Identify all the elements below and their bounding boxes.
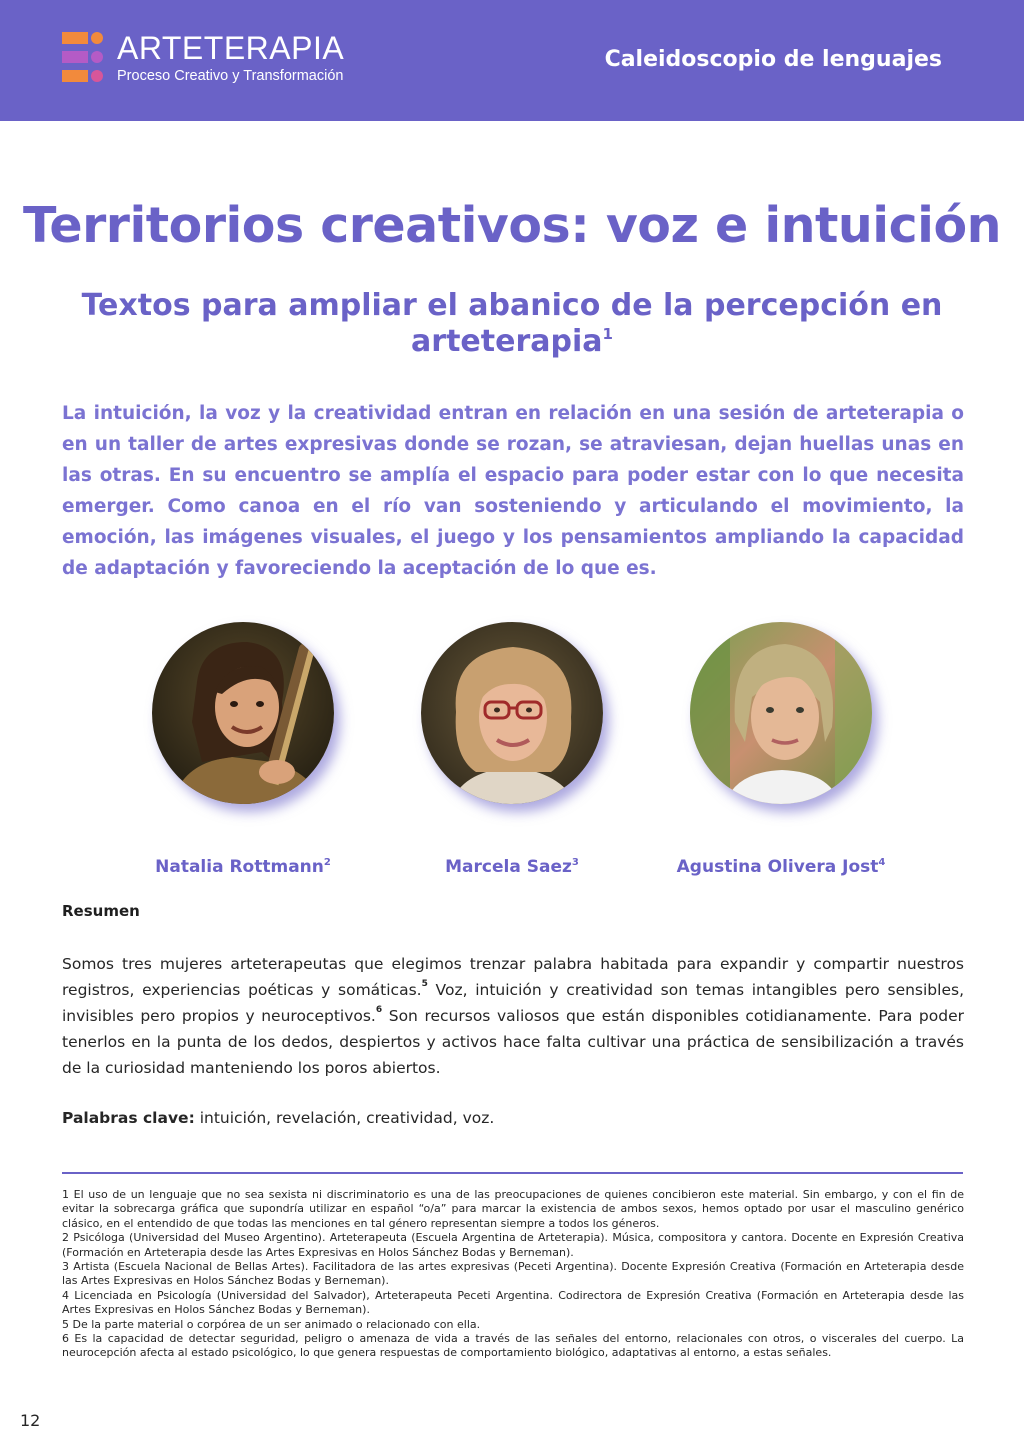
footnote-4: 4 Licenciada en Psicología (Universidad del Salvador), Arteterapeuta Peceti Argentina. Codirectora de Expresión Creativa (Formación en Arteterapia desde las Artes Expresivas en Holos Sánchez Bodas y Berneman). — [62, 1288, 964, 1317]
article-subtitle — [80, 288, 944, 360]
section-title: Caleidoscopio de lenguajes — [604, 47, 942, 72]
footnote-6: 6 Es la capacidad de detectar seguridad, peligro o amenaza de vida a través de las señales del entorno, relacionales con otros, o viscerales del cuerpo. La neurocepción afecta al estado psicológico, lo que genera respuestas de comportamiento biológico, adaptativas al entorno, a estas señales. — [62, 1332, 964, 1360]
footnote-2: 2 Psicóloga (Universidad del Museo Argentino). Arteterapeuta (Escuela Argentina de Arteterapia). Música, compositora y cantora. Docente en Expresión Creativa (Formación en Arteterapia desde las Artes Expresivas en Holos Sánchez Bodas y Berneman). — [62, 1231, 964, 1259]
footnote-divider — [62, 1172, 963, 1174]
page-number: 12 — [20, 1411, 41, 1430]
footnote-ref-1: 1 — [602, 325, 613, 343]
footnote-5: 5 De la parte material o corpórea de un ser animado o relacionado con ella. — [62, 1317, 481, 1331]
author-name-text: Marcela Saez — [445, 857, 572, 877]
author-photo-natalia — [152, 622, 334, 804]
article-title: Territorios creativos: voz e intuición — [22, 197, 1001, 254]
author-name-natalia — [113, 856, 373, 878]
footnote-1: 1 El uso de un lenguaje que no sea sexista ni discriminatorio es una de las preocupaciones de quienes concibieron este material. Sin embargo, y con el fin de evitar la sobrecarga gráfica que supondría utilizar en español “o/a” para marcar la existencia de ambos sexos, hemos optado por usar el masculino genérico clásico, en el entendido de que todas las menciones en tal género representan siempre a todos los géneros. — [62, 1188, 964, 1230]
author-name-marcela — [382, 856, 642, 878]
page-header — [0, 0, 1024, 121]
keywords — [62, 1106, 964, 1130]
logo-subtitle: Proceso Creativo y Transformación — [117, 68, 344, 84]
footnote-ref-2: 2 — [323, 857, 331, 868]
abstract-text: Son recursos valiosos que están disponibles cotidianamente. Para poder tenerlos en la punta de los dedos, despiertos y activos hace falta cultivar una práctica de sensibilización a través de la curiosidad manteniendo los poros abiertos. — [62, 1007, 964, 1077]
article-subtitle-text: Textos para ampliar el abanico de la percepción en arteterapia — [81, 288, 943, 359]
keywords-value: intuición, revelación, creatividad, voz. — [194, 1109, 495, 1127]
author-name-text: Agustina Olivera Jost — [676, 857, 879, 877]
abstract-heading: Resumen — [62, 902, 140, 920]
author-name-agustina — [651, 856, 911, 878]
article-intro: La intuición, la voz y la creatividad entran en relación en una sesión de arteterapia o en un taller de artes expresivas donde se rozan, se atraviesan, dejan huellas unas en las otras. En su encuentro se amplía el espacio para poder estar con lo que necesita emerger. Como canoa en el río van sosteniendo y articulando el movimiento, la emoción, las imágenes visuales, el juego y los pensamientos ampliando la capacidad de adaptación y favoreciendo la aceptación de lo que es. — [62, 403, 964, 579]
footnote-ref-4: 4 — [878, 857, 886, 868]
logo-title: ARTETERAPIA — [117, 30, 345, 66]
footnote-3: 3 Artista (Escuela Nacional de Bellas Artes). Facilitadora de las artes expresivas (Peceti Argentina). Docente Expresión Creativa (Formación en Arteterapia desde las Artes Expresivas en Holos Sánchez Bodas y Berneman). — [62, 1260, 964, 1288]
keywords-label: Palabras clave: — [62, 1109, 195, 1127]
footnote-ref-6: 6 — [375, 1005, 383, 1015]
author-name-text: Natalia Rottmann — [155, 857, 324, 877]
author-photo-agustina — [690, 622, 872, 804]
abstract-body — [62, 951, 964, 1081]
author-photo-marcela — [421, 622, 603, 804]
footnote-ref-5: 5 — [421, 979, 428, 989]
abstract-text: Somos tres mujeres arteterapeutas que elegimos trenzar palabra habitada para expandir y compartir nuestros registros, experiencias poéticas y somáticas. — [62, 955, 964, 999]
footnote-ref-3: 3 — [571, 857, 579, 868]
logo-icon — [62, 32, 104, 82]
footnotes — [62, 1188, 964, 1361]
abstract-text: Voz, intuición y creatividad son temas intangibles pero sensibles, invisibles pero propios y neuroceptivos. — [62, 981, 964, 1025]
